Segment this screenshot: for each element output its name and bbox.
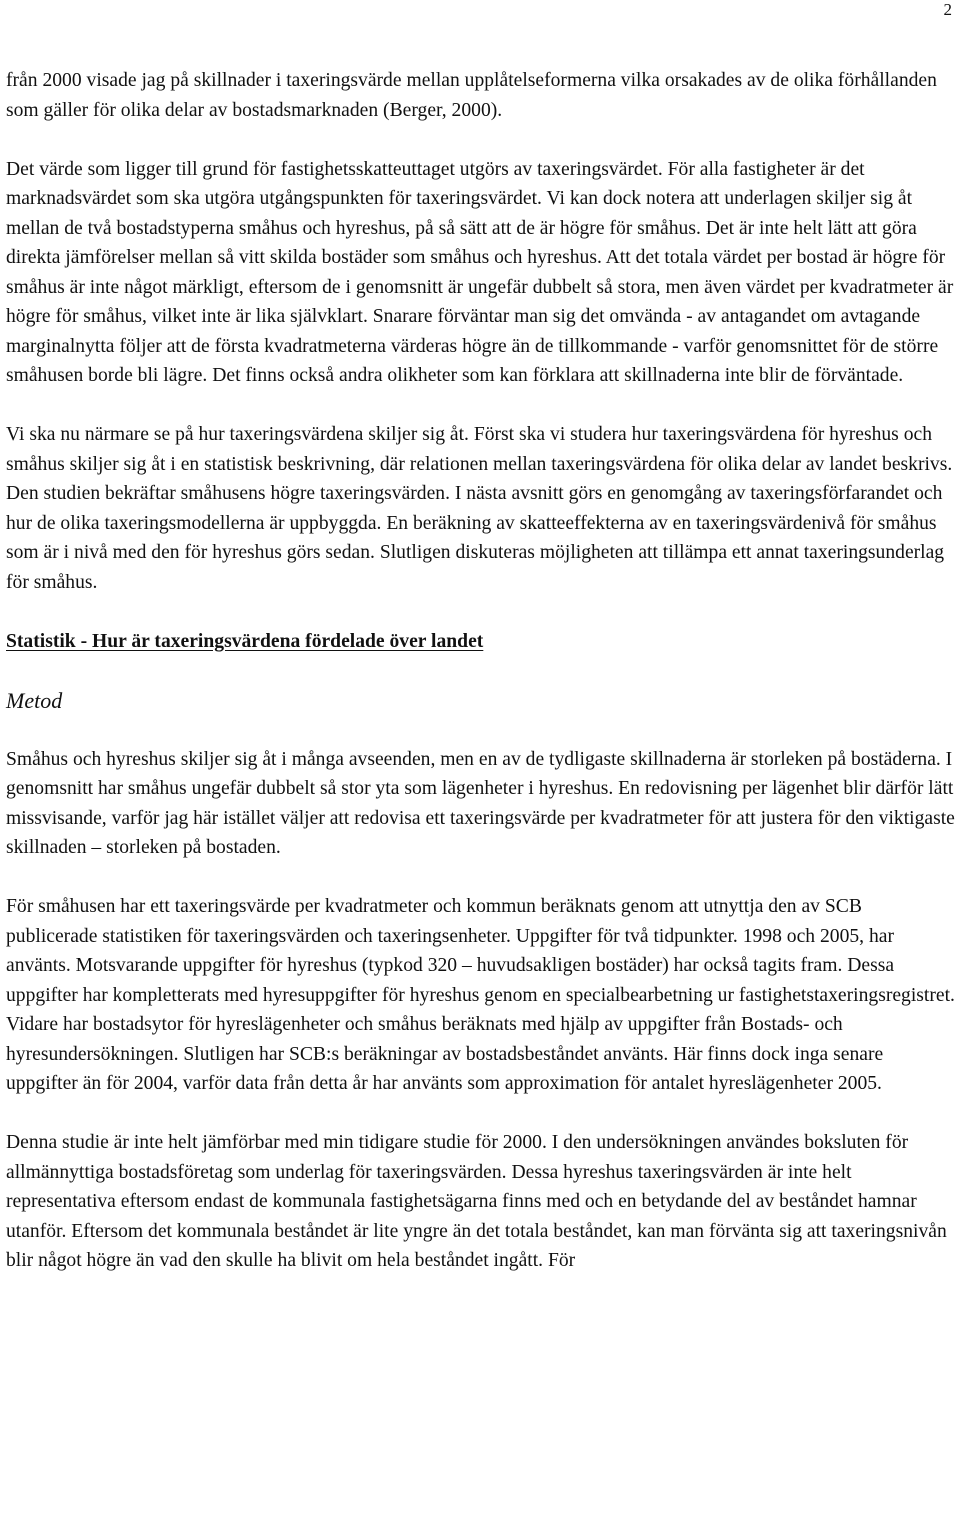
paragraph-data-sources: För småhusen har ett taxeringsvärde per kvadratmeter och kommun beräknats genom att utnyttja den av SCB publicerade statistiken för taxeringsvärden och taxeringsenheter. Uppgifter för två tidpunkter. 1998 och 2005, har använts. Motsvarande uppgifter för hyreshus (typkod 320 – huvudsakligen bostäder) har också tagits fram. Dessa uppgifter har kompletterats med hyresuppgifter för hyreshus genom en specialbearbetning ur fastighetstaxeringsregistret. Vidare har bostadsytor för hyreslägenheter och småhus beräknats med hjälp av uppgifter från Bostads- och hyresundersökningen. Slutligen har SCB:s beräkningar av bostadsbeståndet använts. Här finns dock inga senare uppgifter än för 2004, varför data från detta år har använts som approximation för antalet hyreslägenheter 2005. [6,896,955,1094]
section-heading: Statistik - Hur är taxeringsvärdena fördelade över landet [6,630,484,652]
paragraph-method: Småhus och hyreshus skiljer sig åt i många avseenden, men en av de tydligaste skillnaderna är storleken på bostäderna. I genomsnitt har småhus ungefär dubbelt så stor yta som lägenheter i hyreshus. En redovisning per lägenhet blir därför lätt missvisande, varför jag här istället väljer att redovisa ett taxeringsvärde per kvadratmeter för att justera för den viktigaste skillnaden – storleken på bostaden. [6,748,955,858]
paragraph-comparability: Denna studie är inte helt jämförbar med min tidigare studie för 2000. I den undersökningen användes boksluten för allmännyttiga bostadsföretag som underlag för taxeringsvärden. Dessa hyreshus taxeringsvärden är inte helt representativa eftersom endast de kommunala fastighetsägarna finns med och en betydande del av beståndet hamnar utanför. Eftersom det kommunala beståndet är lite yngre än det totala beståndet, kan man förvänta sig att taxeringsnivån blir något högre än vad den skulle ha blivit om hela beståndet ingått. För [6,1132,947,1271]
page-number: 2 [943,0,952,19]
section-subheading: Metod [6,687,63,713]
paragraph-intro: från 2000 visade jag på skillnader i taxeringsvärde mellan upplåtelseformerna vilka orsakades av de olika förhållanden som gäller för olika delar av bostadsmarknaden (Berger, 2000). [6,70,937,121]
document-body [6,66,956,1276]
paragraph-outline: Vi ska nu närmare se på hur taxeringsvärdena skiljer sig åt. Först ska vi studera hur taxeringsvärdena för hyreshus och småhus skiljer sig åt i en statistisk beskrivning, där relationen mellan taxeringsvärdena för olika delar av landet beskrivs. Den studien bekräftar småhusens högre taxeringsvärden. I nästa avsnitt görs en genomgång av taxeringsförfarandet och hur de olika taxeringsmodellerna är uppbyggda. En beräkning av skatteeffekterna av en taxeringsvärdenivå för småhus som är i nivå med den för hyreshus görs sedan. Slutligen diskuteras möjligheten att tillämpa ett annat taxeringsunderlag för småhus. [6,424,953,593]
paragraph-valuation: Det värde som ligger till grund för fastighetsskatteuttaget utgörs av taxeringsvärdet. För alla fastigheter är det marknadsvärdet som ska utgöra utgångspunkten för taxeringsvärdet. Vi kan dock notera att underlagen skiljer sig åt mellan de två bostadstyperna småhus och hyreshus, på så sätt att de är högre för småhus. Det är inte helt lätt att göra direkta jämförelser mellan så vitt skilda bostäder som småhus och hyreshus. Att det totala värdet per bostad är högre för småhus är inte något märkligt, eftersom de i genomsnitt är ungefär dubbelt så stora, men även värdet per kvadratmeter är högre för småhus, vilket inte är lika självklart. Snarare förväntar man sig det omvända - av antagandet om avtagande marginalnytta följer att de första kvadratmeterna värderas högre än de tillkommande - varför genomsnittet för de större småhusen borde bli lägre. Det finns också andra olikheter som kan förklara att skillnaderna inte blir de förväntade. [6,158,954,386]
